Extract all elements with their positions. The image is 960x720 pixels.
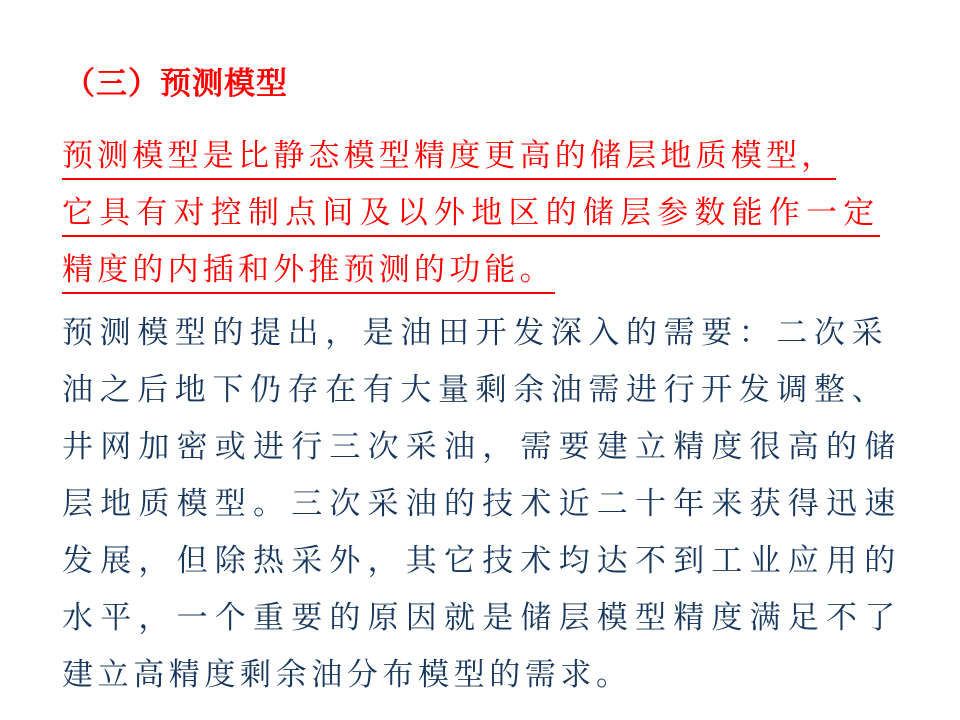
section-heading: （三）预测模型 [64,66,288,102]
explanation-paragraph [62,305,922,704]
definition-line: 它具有对控制点间及以外地区的储层参数能作一定 [62,185,922,242]
explanation-line: 预测模型的提出，是油田开发深入的需要：二次采 [62,315,890,351]
definition-line: 预测模型是比静态模型精度更高的储层地质模型， [62,128,922,185]
explanation-line: 层地质模型。三次采油的技术近二十年来获得迅速 [62,486,903,522]
explanation-line: 发展，但除热采外，其它技术均达不到工业应用的 [62,543,903,579]
explanation-line: 油之后地下仍存在有大量剩余油需进行开发调整、 [62,372,890,408]
explanation-line: 水平，一个重要的原因就是储层模型精度满足不了 [62,600,903,636]
explanation-line: 建立高精度剩余油分布模型的需求。 [62,657,632,693]
explanation-line: 井网加密或进行三次采油，需要建立精度很高的储 [62,429,903,465]
definition-line: 精度的内插和外推预测的功能。 [62,242,922,299]
definition-paragraph [62,128,922,299]
